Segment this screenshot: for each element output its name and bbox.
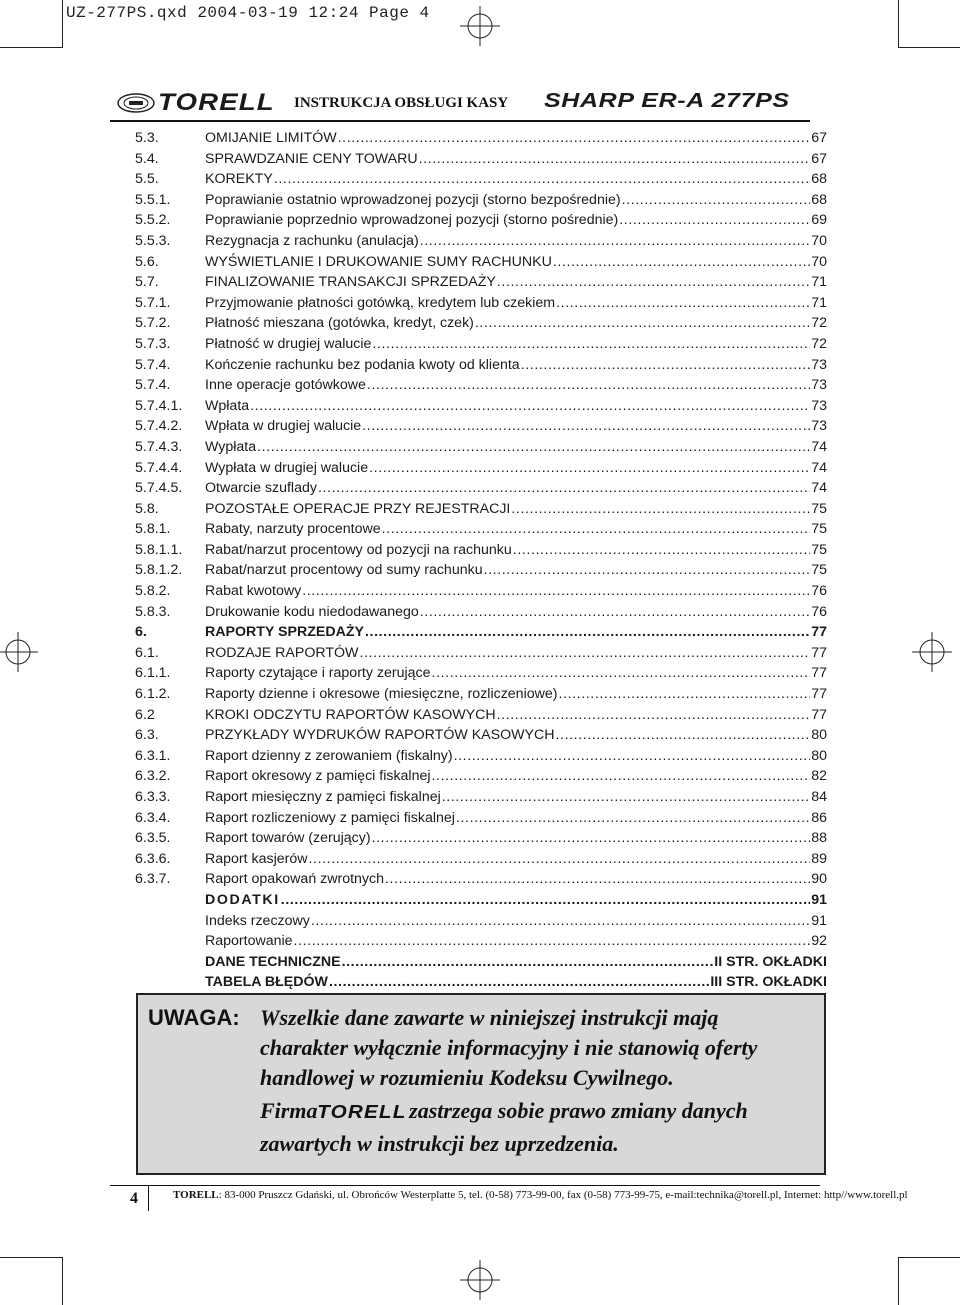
toc-title: Raport miesięczny z pamięci fiskalnej (205, 789, 441, 805)
toc-title: KOREKTY (205, 171, 273, 188)
toc-leader-dots (420, 602, 810, 623)
toc-entry (135, 210, 827, 231)
toc-entry (135, 231, 827, 252)
toc-title: Raport dzienny z zerowaniem (fiskalny) (205, 747, 453, 764)
footer-brand: TORELL (173, 1189, 219, 1201)
toc-entry (135, 911, 827, 932)
toc-number: 6.1.2. (135, 686, 171, 703)
toc-title: Wpłata (205, 397, 250, 414)
toc-title: Wypłata w drugiej walucie (205, 459, 369, 476)
toc-page-number: 86 (811, 809, 827, 826)
toc-leader-dots (497, 272, 810, 293)
crop-mark (0, 1257, 62, 1258)
toc-leader-dots (302, 581, 810, 602)
toc-entry-line (205, 169, 827, 190)
toc-title: Płatność w drugiej walucie (205, 335, 372, 352)
notice-line: zawartych w instrukcji bez uprzedzenia. (260, 1131, 619, 1156)
toc-title: Poprawianie ostatnio wprowadzonej pozycji (storno bezpośrednie) (205, 191, 621, 208)
toc-number: 5.7.4.5. (135, 480, 183, 497)
toc-page-number: 73 (811, 418, 827, 435)
toc-leader-dots (338, 128, 811, 149)
toc-page-number: 72 (811, 335, 827, 352)
toc-page-number: 71 (811, 274, 827, 291)
toc-entry-line (205, 272, 827, 293)
toc-number: 5.8.1. (135, 521, 171, 538)
toc-page-number: 89 (811, 850, 827, 867)
page-number: 4 (130, 1190, 138, 1207)
toc-title: KROKI ODCZYTU RAPORTÓW KASOWYCH (205, 706, 496, 723)
running-header (110, 90, 810, 120)
toc-title: Raport opakowań zwrotnych (205, 871, 385, 888)
toc-entry-line (205, 313, 827, 334)
print-slug: UZ-277PS.qxd 2004-03-19 12:24 Page 4 (66, 4, 430, 22)
toc-title: FINALIZOWANIE TRANSAKCJI SPRZEDAŻY (205, 274, 496, 291)
toc-title: TABELA BŁĘDÓW (205, 974, 328, 991)
toc-entry (135, 766, 827, 787)
toc-number: 5.3. (135, 130, 159, 146)
toc-entry-line (205, 602, 827, 623)
toc-entry (135, 519, 827, 540)
toc-number: 6.3.3. (135, 789, 171, 805)
toc-number: 5.7.2. (135, 315, 171, 332)
toc-leader-dots (318, 478, 810, 499)
toc-entry (135, 602, 827, 623)
toc-title: Rezygnacja z rachunku (anulacja) (205, 232, 419, 249)
toc-leader-dots (359, 643, 810, 664)
toc-number: 5.7.4.1. (135, 397, 183, 414)
toc-entry (135, 952, 827, 973)
toc-number: 5.4. (135, 150, 159, 167)
notice-line: handlowej w rozumieniu Kodeksu Cywilnego. (260, 1065, 674, 1090)
toc-entry (135, 313, 827, 334)
toc-number: 6.3.2. (135, 768, 171, 785)
toc-leader-dots (511, 499, 810, 520)
toc-entry-line (205, 952, 827, 973)
toc-page-number: 75 (811, 521, 827, 538)
toc-entry-line (205, 890, 827, 911)
toc-entry-line (205, 437, 827, 458)
toc-leader-dots (553, 252, 810, 273)
toc-entry-line (205, 293, 827, 314)
toc-page-number: 74 (811, 438, 827, 455)
toc-entry-line (205, 231, 827, 252)
toc-entry-line (205, 128, 827, 149)
toc-leader-dots (309, 849, 811, 870)
toc-page-number: 71 (811, 294, 827, 311)
toc-page-number: 76 (811, 603, 827, 620)
toc-page-number: 77 (811, 686, 827, 703)
toc-page-number: 77 (811, 665, 827, 682)
notice-label: UWAGA: (148, 1005, 240, 1030)
toc-number: 5.8.3. (135, 603, 171, 620)
toc-entry-line (205, 149, 827, 170)
toc-leader-dots (342, 952, 714, 973)
toc-entry-line (205, 396, 827, 417)
toc-page-number: 75 (811, 500, 827, 517)
toc-page-number: 70 (811, 253, 827, 270)
toc-leader-dots (454, 746, 811, 767)
toc-page-number: 73 (811, 377, 827, 394)
toc-title: Raport towarów (zerujący) (205, 830, 371, 847)
toc-title: Wypłata (205, 438, 257, 455)
toc-number: 5.8.1.1. (135, 541, 183, 558)
toc-leader-dots (558, 684, 810, 705)
toc-title: PRZYKŁADY WYDRUKÓW RAPORTÓW KASOWYCH (205, 727, 555, 744)
registration-mark-right (912, 632, 952, 672)
sharp-model-logo: SHARP ER-A 277PS (544, 90, 790, 112)
crop-mark (62, 0, 63, 48)
toc-number: 5.5.1. (135, 191, 171, 208)
toc-entry (135, 334, 827, 355)
crop-mark (898, 1257, 899, 1305)
toc-entry-line (205, 972, 827, 993)
toc-leader-dots (372, 334, 810, 355)
toc-entry-line (205, 849, 827, 870)
toc-title: Raporty czytające i raporty zerujące (205, 665, 431, 682)
table-of-contents (135, 128, 827, 993)
toc-leader-dots (497, 705, 811, 726)
toc-number: 5.7.4.2. (135, 418, 183, 435)
notice-text: zastrzega sobie prawo zmiany danych (409, 1098, 748, 1123)
toc-page-number: 75 (811, 562, 827, 579)
toc-leader-dots (385, 869, 810, 890)
toc-page-number: 82 (811, 768, 827, 785)
toc-entry-line (205, 252, 827, 273)
toc-number: 5.7.1. (135, 294, 171, 311)
toc-page-number: 69 (811, 212, 827, 229)
toc-title: Raportowanie (205, 933, 293, 950)
toc-leader-dots (442, 787, 810, 808)
toc-leader-dots (556, 293, 810, 314)
toc-title: Wpłata w drugiej walucie (205, 418, 362, 435)
toc-leader-dots (294, 931, 811, 952)
toc-number: 6.3.7. (135, 871, 171, 888)
toc-leader-dots (382, 519, 811, 540)
footer-address: : 83-000 Pruszcz Gdański, ul. Obrońców Westerplatte 5, tel. (0-58) 773-99-00, fax (0-58) 773-99-75, e-mail:technika@torell.pl, Internet: http//www.torell.pl (218, 1189, 908, 1201)
toc-entry (135, 828, 827, 849)
toc-entry (135, 416, 827, 437)
crop-mark (0, 47, 62, 48)
toc-leader-dots (432, 663, 811, 684)
toc-entry (135, 684, 827, 705)
toc-leader-dots (257, 437, 810, 458)
toc-number: 5.6. (135, 253, 159, 270)
toc-number: 6.1.1. (135, 665, 171, 682)
toc-entry (135, 849, 827, 870)
registration-mark-bottom (460, 1260, 500, 1300)
toc-title: Raporty dzienne i okresowe (miesięczne, rozliczeniowe) (205, 686, 558, 703)
toc-leader-dots (362, 416, 810, 437)
toc-title: Inne operacje gotówkowe (205, 377, 366, 394)
toc-number: 6.1. (135, 644, 159, 661)
toc-entry-line (205, 581, 827, 602)
torell-logo: TORELL (158, 89, 275, 116)
toc-entry (135, 169, 827, 190)
toc-page-number: 80 (811, 747, 827, 764)
toc-number: 5.7. (135, 274, 159, 291)
toc-number: 5.7.4.3. (135, 438, 183, 455)
toc-title: POZOSTAŁE OPERACJE PRZY REJESTRACJI (205, 500, 511, 517)
toc-number: 6.3.6. (135, 850, 171, 867)
toc-entry (135, 746, 827, 767)
toc-entry (135, 190, 827, 211)
toc-entry-line (205, 499, 827, 520)
toc-number: 5.8.2. (135, 583, 171, 600)
toc-title: Raport rozliczeniowy z pamięci fiskalnej (205, 809, 455, 826)
notice-line: charakter wyłącznie informacyjny i nie stanowią oferty (260, 1035, 758, 1060)
toc-entry (135, 437, 827, 458)
toc-leader-dots (456, 808, 810, 829)
toc-entry (135, 663, 827, 684)
footer-rule (110, 1185, 820, 1186)
toc-number: 6.3.4. (135, 809, 171, 826)
toc-number: 5.5. (135, 171, 159, 188)
toc-entry (135, 478, 827, 499)
crop-mark (898, 47, 960, 48)
toc-entry (135, 705, 827, 726)
toc-leader-dots (622, 190, 811, 211)
toc-leader-dots (521, 355, 811, 376)
toc-leader-dots (619, 210, 810, 231)
toc-title: DODATKI (205, 891, 280, 908)
toc-entry-line (205, 540, 827, 561)
toc-title: Płatność mieszana (gotówka, kredyt, czek) (205, 315, 474, 332)
toc-entry (135, 808, 827, 829)
toc-page-number: 77 (811, 706, 827, 723)
toc-page-number: 72 (811, 315, 827, 332)
toc-title: RAPORTY SPRZEDAŻY (205, 624, 364, 641)
toc-page-number: 74 (811, 480, 827, 497)
toc-title: Rabaty, narzuty procentowe (205, 521, 381, 538)
toc-leader-dots (274, 169, 810, 190)
toc-entry-line (205, 808, 827, 829)
toc-entry-line (205, 355, 827, 376)
toc-title: Rabat/narzut procentowy od pozycji na rachunku (205, 541, 512, 558)
footer-separator (148, 1185, 149, 1211)
toc-entry (135, 293, 827, 314)
toc-entry (135, 375, 827, 396)
toc-title: DANE TECHNICZNE (205, 953, 341, 970)
toc-title: Rabat/narzut procentowy od sumy rachunku (205, 562, 483, 579)
registration-mark-top (460, 6, 500, 46)
toc-entry (135, 787, 827, 808)
toc-number: 6. (135, 624, 147, 641)
toc-number: 5.8.1.2. (135, 562, 183, 579)
toc-title: Raport kasjerów (205, 850, 308, 867)
crop-mark (62, 1257, 63, 1305)
manual-title: INSTRUKCJA OBSŁUGI KASY (294, 95, 509, 111)
toc-title: WYŚWIETLANIE I DRUKOWANIE SUMY RACHUNKU (205, 253, 552, 270)
toc-page-number: 74 (811, 459, 827, 476)
header-rule (110, 120, 810, 122)
toc-entry-line (205, 787, 827, 808)
toc-page-number: 80 (811, 727, 827, 744)
toc-entry-line (205, 478, 827, 499)
notice-box (136, 993, 826, 1175)
toc-entry-line (205, 746, 827, 767)
toc-number: 5.5.2. (135, 212, 171, 229)
toc-entry (135, 149, 827, 170)
toc-page-number: II STR. OKŁADKI (714, 953, 827, 970)
toc-entry (135, 931, 827, 952)
toc-number: 5.7.3. (135, 335, 171, 352)
toc-entry (135, 643, 827, 664)
toc-entry (135, 396, 827, 417)
toc-entry-line (205, 458, 827, 479)
toc-entry (135, 499, 827, 520)
toc-page-number: 73 (811, 397, 827, 414)
toc-entry (135, 725, 827, 746)
torell-seal-icon (116, 92, 156, 114)
toc-number: 6.2 (135, 706, 155, 723)
toc-number: 5.7.4. (135, 356, 171, 373)
toc-title: Otwarcie szuflady (205, 480, 317, 497)
notice-text: Firma (260, 1098, 318, 1123)
toc-entry-line (205, 684, 827, 705)
toc-page-number: 90 (811, 871, 827, 888)
toc-entry-line (205, 705, 827, 726)
toc-leader-dots (369, 458, 810, 479)
toc-title: Indeks rzeczowy (205, 912, 310, 929)
notice-line (260, 1098, 748, 1124)
toc-title: Poprawianie poprzednio wprowadzonej pozycji (storno pośrednie) (205, 212, 619, 229)
toc-entry (135, 581, 827, 602)
torell-logo: TORELL (317, 1102, 407, 1122)
notice-line: Wszelkie dane zawarte w niniejszej instrukcji mają (260, 1005, 719, 1030)
toc-entry (135, 272, 827, 293)
toc-page-number: 77 (811, 644, 827, 661)
toc-page-number: 91 (811, 912, 827, 929)
toc-page-number: 92 (811, 933, 827, 950)
toc-entry-line (205, 911, 827, 932)
toc-page-number: 67 (811, 150, 827, 167)
toc-leader-dots (432, 766, 811, 787)
toc-page-number: 91 (811, 891, 827, 908)
toc-entry-line (205, 334, 827, 355)
toc-title: Rabat kwotowy (205, 583, 302, 600)
toc-page-number: 76 (811, 583, 827, 600)
toc-entry (135, 890, 827, 911)
toc-entry-line (205, 663, 827, 684)
toc-leader-dots (372, 828, 811, 849)
toc-leader-dots (555, 725, 810, 746)
toc-leader-dots (250, 396, 810, 417)
toc-number: 6.3. (135, 727, 159, 744)
toc-page-number: 68 (811, 171, 827, 188)
toc-leader-dots (484, 560, 811, 581)
toc-entry-line (205, 416, 827, 437)
toc-entry-line (205, 560, 827, 581)
toc-leader-dots (365, 622, 810, 643)
toc-title: Kończenie rachunku bez podania kwoty od klienta (205, 356, 520, 373)
registration-mark-left (0, 632, 38, 672)
toc-leader-dots (281, 890, 810, 911)
toc-entry-line (205, 725, 827, 746)
toc-title: Przyjmowanie płatności gotówką, kredytem lub czekiem (205, 294, 556, 311)
toc-leader-dots (311, 911, 810, 932)
toc-entry-line (205, 766, 827, 787)
toc-leader-dots (419, 149, 811, 170)
toc-entry-line (205, 643, 827, 664)
crop-mark (898, 0, 899, 48)
toc-entry (135, 458, 827, 479)
toc-entry-line (205, 375, 827, 396)
toc-page-number: 68 (811, 191, 827, 208)
toc-title: Drukowanie kodu niedodawanego (205, 603, 419, 620)
toc-page-number: 77 (811, 624, 827, 641)
toc-page-number: 70 (811, 232, 827, 249)
toc-entry-line (205, 519, 827, 540)
toc-page-number: 73 (811, 356, 827, 373)
toc-entry (135, 540, 827, 561)
toc-number: 5.8. (135, 500, 159, 517)
toc-entry-line (205, 931, 827, 952)
toc-entry-line (205, 828, 827, 849)
toc-leader-dots (329, 972, 709, 993)
toc-title: OMIJANIE LIMITÓW (205, 130, 337, 146)
toc-title: Raport okresowy z pamięci fiskalnej (205, 768, 431, 785)
toc-entry (135, 252, 827, 273)
toc-leader-dots (367, 375, 810, 396)
toc-number: 6.3.5. (135, 830, 171, 847)
crop-mark (898, 1257, 960, 1258)
toc-leader-dots (475, 313, 810, 334)
toc-number: 5.5.3. (135, 232, 171, 249)
toc-number: 5.7.4. (135, 377, 171, 394)
footer-contact (173, 1189, 908, 1201)
toc-entry (135, 560, 827, 581)
toc-number: 5.7.4.4. (135, 459, 183, 476)
toc-entry-line (205, 622, 827, 643)
toc-page-number: III STR. OKŁADKI (710, 974, 827, 991)
toc-entry (135, 128, 827, 149)
toc-entry (135, 622, 827, 643)
toc-page-number: 84 (811, 789, 827, 805)
toc-entry (135, 869, 827, 890)
toc-number: 6.3.1. (135, 747, 171, 764)
toc-leader-dots (420, 231, 811, 252)
toc-entry-line (205, 190, 827, 211)
toc-page-number: 88 (811, 830, 827, 847)
toc-title: SPRAWDZANIE CENY TOWARU (205, 150, 418, 167)
toc-page-number: 75 (811, 541, 827, 558)
toc-leader-dots (513, 540, 810, 561)
toc-entry-line (205, 869, 827, 890)
toc-entry (135, 355, 827, 376)
toc-entry-line (205, 210, 827, 231)
toc-entry (135, 972, 827, 993)
toc-title: RODZAJE RAPORTÓW (205, 644, 359, 661)
toc-page-number: 67 (811, 130, 827, 146)
